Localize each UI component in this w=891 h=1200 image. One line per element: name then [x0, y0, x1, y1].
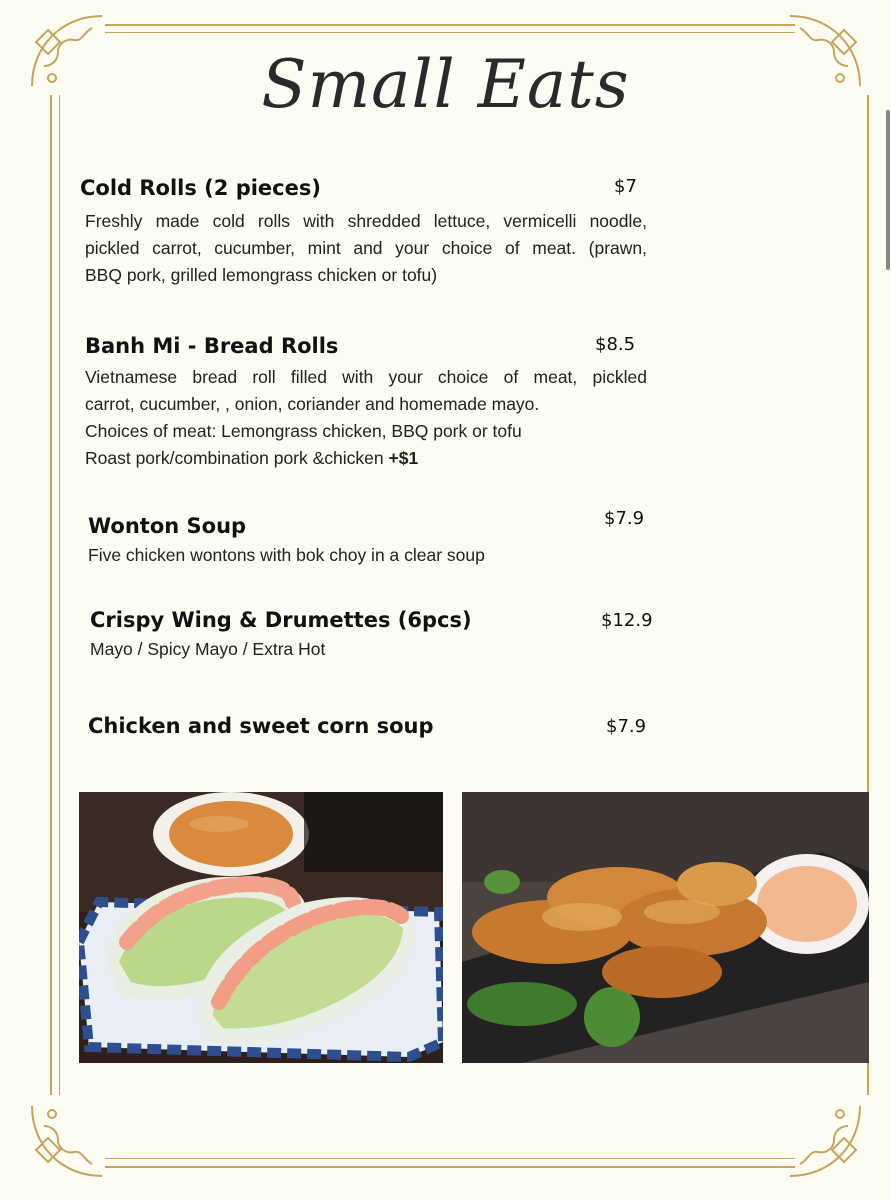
- item-description: [90, 636, 670, 663]
- menu-item-banh-mi: [85, 334, 665, 472]
- frame-left-line-inner: [59, 95, 60, 1095]
- description-line: carrot, cucumber, , onion, coriander and homemade mayo.: [85, 394, 540, 414]
- description-line: BBQ pork, grilled lemongrass chicken or tofu): [85, 265, 438, 285]
- menu-item-cold-rolls: [80, 176, 660, 289]
- frame-bottom-line-inner: [105, 1158, 795, 1159]
- ornament-corner-icon: [22, 1096, 112, 1186]
- item-name: Chicken and sweet corn soup: [88, 714, 434, 738]
- item-price: $7.9: [606, 716, 647, 737]
- frame-top-line: [105, 24, 795, 26]
- cold-rolls-photo: [79, 792, 443, 1063]
- description-line: Freshly made cold rolls with shredded lettuce, vermicelli noodle,: [85, 211, 647, 231]
- frame-bottom-line: [105, 1166, 795, 1168]
- description-line: Mayo / Spicy Mayo / Extra Hot: [90, 639, 326, 659]
- item-name: Crispy Wing & Drumettes (6pcs): [90, 608, 472, 632]
- item-description: [88, 542, 668, 569]
- item-price: $12.9: [601, 610, 653, 631]
- extra-option-text: Roast pork/combination pork &chicken: [85, 448, 384, 468]
- description-line: Vietnamese bread roll filled with your choice of meat, pickled: [85, 367, 647, 387]
- item-name: Cold Rolls (2 pieces): [80, 176, 321, 200]
- crispy-wings-photo: [462, 792, 869, 1063]
- item-price: $7: [614, 176, 637, 197]
- menu-item-wonton-soup: [88, 508, 668, 569]
- item-description: [85, 208, 647, 289]
- item-price: $7.9: [604, 508, 645, 529]
- item-name: Banh Mi - Bread Rolls: [85, 334, 339, 358]
- extra-option-price: +$1: [388, 448, 419, 468]
- menu-item-corn-soup: [88, 714, 668, 738]
- description-line: Five chicken wontons with bok choy in a clear soup: [88, 545, 485, 565]
- item-name: Wonton Soup: [88, 514, 247, 538]
- description-line: Choices of meat: Lemongrass chicken, BBQ pork or tofu: [85, 421, 522, 441]
- description-line-extra: [85, 445, 647, 472]
- menu-item-crispy-wings: [90, 608, 670, 663]
- frame-top-line-inner: [105, 32, 795, 33]
- description-line: pickled carrot, cucumber, mint and your choice of meat. (prawn,: [85, 238, 647, 258]
- item-price: $8.5: [595, 334, 636, 355]
- frame-left-line: [50, 95, 52, 1095]
- scrollbar-thumb[interactable]: [886, 110, 890, 270]
- ornament-corner-icon: [780, 1096, 870, 1186]
- page-title: Small Eats: [261, 46, 630, 123]
- item-description: [85, 364, 647, 472]
